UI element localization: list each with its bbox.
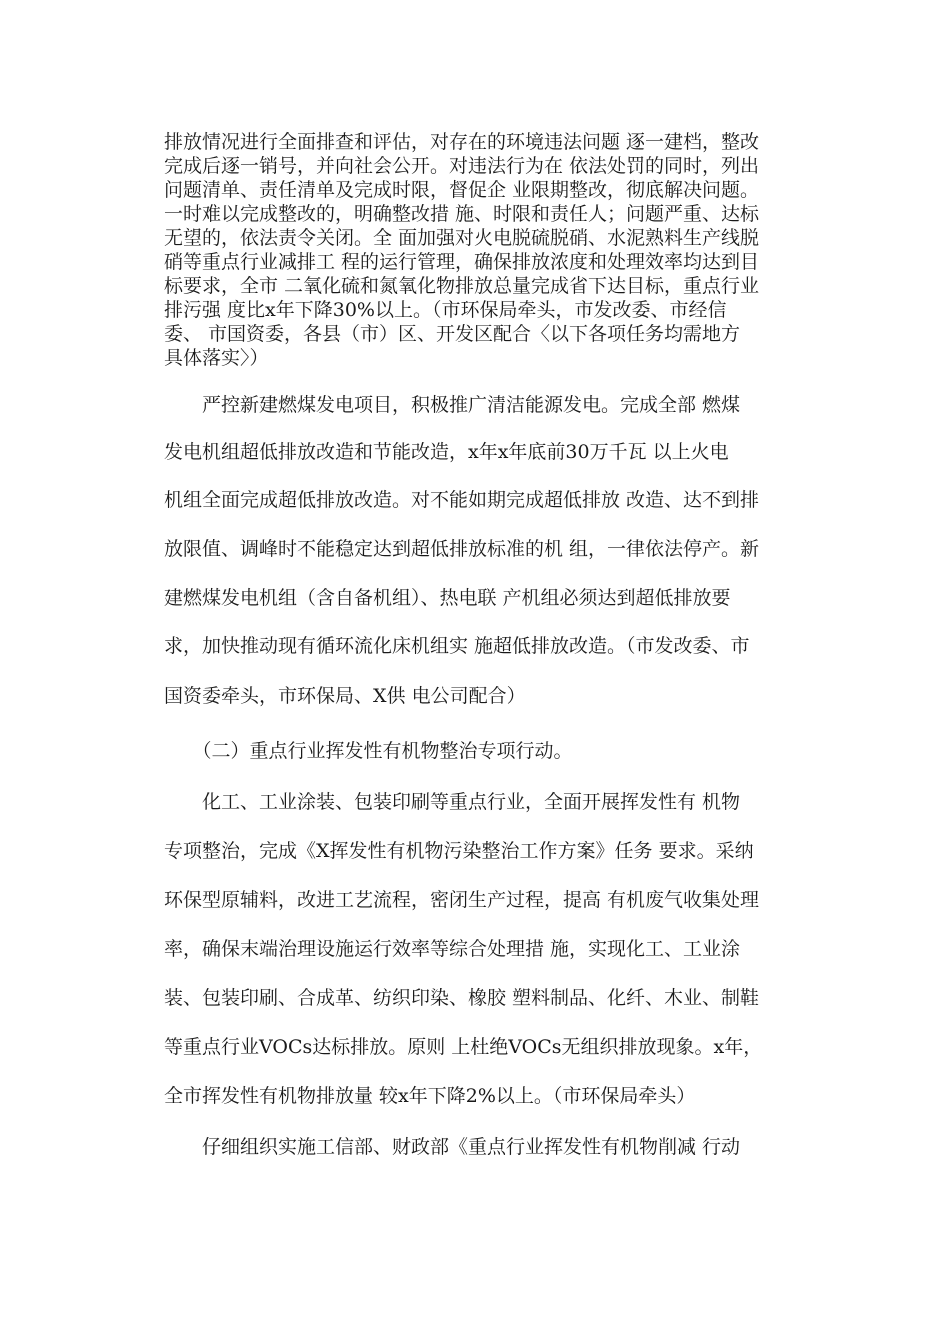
text-line: 硝等重点行业减排工 程的运行管理，确保排放浓度和处理效率均达到目 bbox=[164, 251, 760, 273]
text-line: 标要求，全市 二氧化硫和氮氧化物排放总量完成省下达目标，重点行业 bbox=[164, 275, 760, 297]
text-line: 排放情况进行全面排查和评估，对存在的环境违法问题 逐一建档，整改 bbox=[164, 131, 760, 153]
text-line: 装、包装印刷、合成革、纺织印染、橡胶 塑料制品、化纤、木业、制鞋 bbox=[164, 987, 760, 1009]
text-line: 完成后逐一销号，并向社会公开。对违法行为在 依法处罚的同时，列出 bbox=[164, 155, 760, 177]
text-line: 建燃煤发电机组（含自备机组）、热电联 产机组必须达到超低排放要 bbox=[164, 587, 731, 609]
text-line: 仔细组织实施工信部、财政部《重点行业挥发性有机物削减 行动 bbox=[164, 1136, 741, 1158]
text-line: 机组全面完成超低排放改造。对不能如期完成超低排放 改造、达不到排 bbox=[164, 489, 760, 511]
text-line: 化工、工业涂装、包装印刷等重点行业，全面开展挥发性有 机物 bbox=[164, 791, 741, 813]
text-line: 全市挥发性有机物排放量 较x年下降2%以上。（市环保局牵头） bbox=[164, 1085, 696, 1107]
text-line: 率，确保末端治理设施运行效率等综合处理措 施，实现化工、工业涂 bbox=[164, 938, 741, 960]
text-line: 专项整治，完成《X挥发性有机物污染整治工作方案》任务 要求。采纳 bbox=[164, 840, 754, 862]
text-line: 委、 市国资委，各县（市）区、开发区配合〈以下各项任务均需地方 bbox=[164, 323, 741, 345]
text-line: 严控新建燃煤发电项目，积极推广清洁能源发电。完成全部 燃煤 bbox=[164, 394, 741, 416]
text-line: 环保型原辅料，改进工艺流程，密闭生产过程，提高 有机废气收集处理 bbox=[164, 889, 760, 911]
text-line: 发电机组超低排放改造和节能改造，x年x年底前30万千瓦 以上火电 bbox=[164, 441, 729, 463]
section-heading: （二）重点行业挥发性有机物整治专项行动。 bbox=[164, 740, 573, 762]
text-line: 无望的，依法责令关闭。全 面加强对火电脱硫脱硝、水泥熟料生产线脱 bbox=[164, 227, 760, 249]
text-line: 等重点行业VOCs达标排放。原则 上杜绝VOCs无组织排放现象。x年， bbox=[164, 1036, 763, 1058]
text-line: 国资委牵头，市环保局、X供 电公司配合） bbox=[164, 685, 526, 707]
text-line: 一时难以完成整改的，明确整改措 施、时限和责任人；问题严重、达标 bbox=[164, 203, 760, 225]
text-line: 问题清单、责任清单及完成时限，督促企 业限期整改，彻底解决问题。 bbox=[164, 179, 760, 201]
text-line: 求，加快推动现有循环流化床机组实 施超低排放改造。（市发改委、市 bbox=[164, 635, 750, 657]
text-line: 具体落实〉） bbox=[164, 347, 269, 369]
text-line: 排污强 度比x年下降30%以上。（市环保局牵头，市发改委、市经信 bbox=[164, 299, 727, 321]
text-line: 放限值、调峰时不能稳定达到超低排放标准的机 组，一律依法停产。新 bbox=[164, 538, 760, 560]
